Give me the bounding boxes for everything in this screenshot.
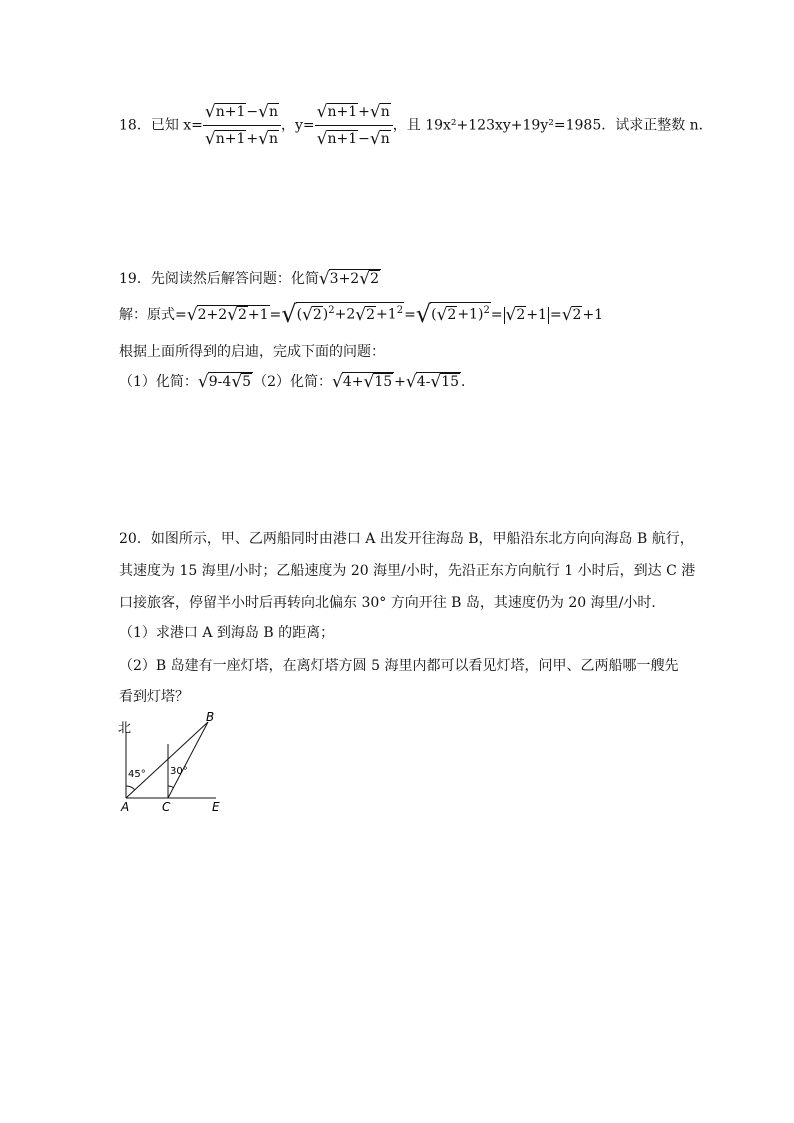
question-18: 18．已知 x= $\frac{√n+1-√n}{√n+1+√n}$ ，y= $\frac{√n+1+√n}{√n+1-√n}$ ，且 19x²+123xy+19y²=1985．试求正整数 n． xyxy=(119,102,713,149)
question-20-sub-2b: 看到灯塔？ xyxy=(119,689,189,705)
x-fraction: $\frac{√n+1-√n}{√n+1+√n}$ xyxy=(203,100,281,151)
question-20-line-1: 20．如图所示，甲、乙两船同时由港口 A 出发开往海岛 B，甲船沿东北方向向海岛 B 航行， xyxy=(119,531,694,547)
question-19-stem: 19．先阅读然后解答问题：化简√3+2√2 xyxy=(119,269,379,289)
question-20-line-3: 口接旅客，停留半小时后再转向北偏东 30° 方向开往 B 岛，其速度仍为 20 海里/小时． xyxy=(119,595,666,611)
segment-cb xyxy=(168,722,208,798)
y-fraction: $\frac{√n+1+√n}{√n+1-√n}$ xyxy=(315,100,393,151)
point-a-label: A xyxy=(121,800,130,814)
question-20-sub-2a: （2）B 岛建有一座灯塔，在离灯塔方圆 5 海里内都可以看见灯塔，问甲、乙两船哪一艘先 xyxy=(119,658,679,674)
angle-arc-a xyxy=(126,786,135,790)
question-19-solution: 解：原式$=√2+2√2+1=√(√2)^2+2√2+1^2=√(√2+1)^2= √2+1 =√2+1$ xyxy=(119,300,604,328)
question-19-parts: （1）化简：√9-4√5 （2）化简：√4+√15 +√4-√15 ． xyxy=(119,372,476,392)
point-b-label: B xyxy=(206,712,215,724)
point-e-label: E xyxy=(212,800,220,814)
angle-c-label: 30° xyxy=(170,766,188,777)
angle-a-label: 45° xyxy=(128,769,146,780)
angle-arc-c xyxy=(168,786,174,788)
question-number: 18． xyxy=(119,117,151,134)
question-20-sub-1: （1）求港口 A 到海岛 B 的距离； xyxy=(119,625,335,641)
geometry-figure xyxy=(114,712,234,816)
segment-ab xyxy=(126,722,208,798)
question-19-hint: 根据上面所得到的启迪，完成下面的问题： xyxy=(119,344,385,360)
point-c-label: C xyxy=(162,800,171,814)
question-20-line-2: 其速度为 15 海里/小时；乙船速度为 20 海里/小时，先沿正东方向航行 1 小时后，到达 C 港 xyxy=(119,563,696,579)
north-label: 北 xyxy=(118,721,132,736)
